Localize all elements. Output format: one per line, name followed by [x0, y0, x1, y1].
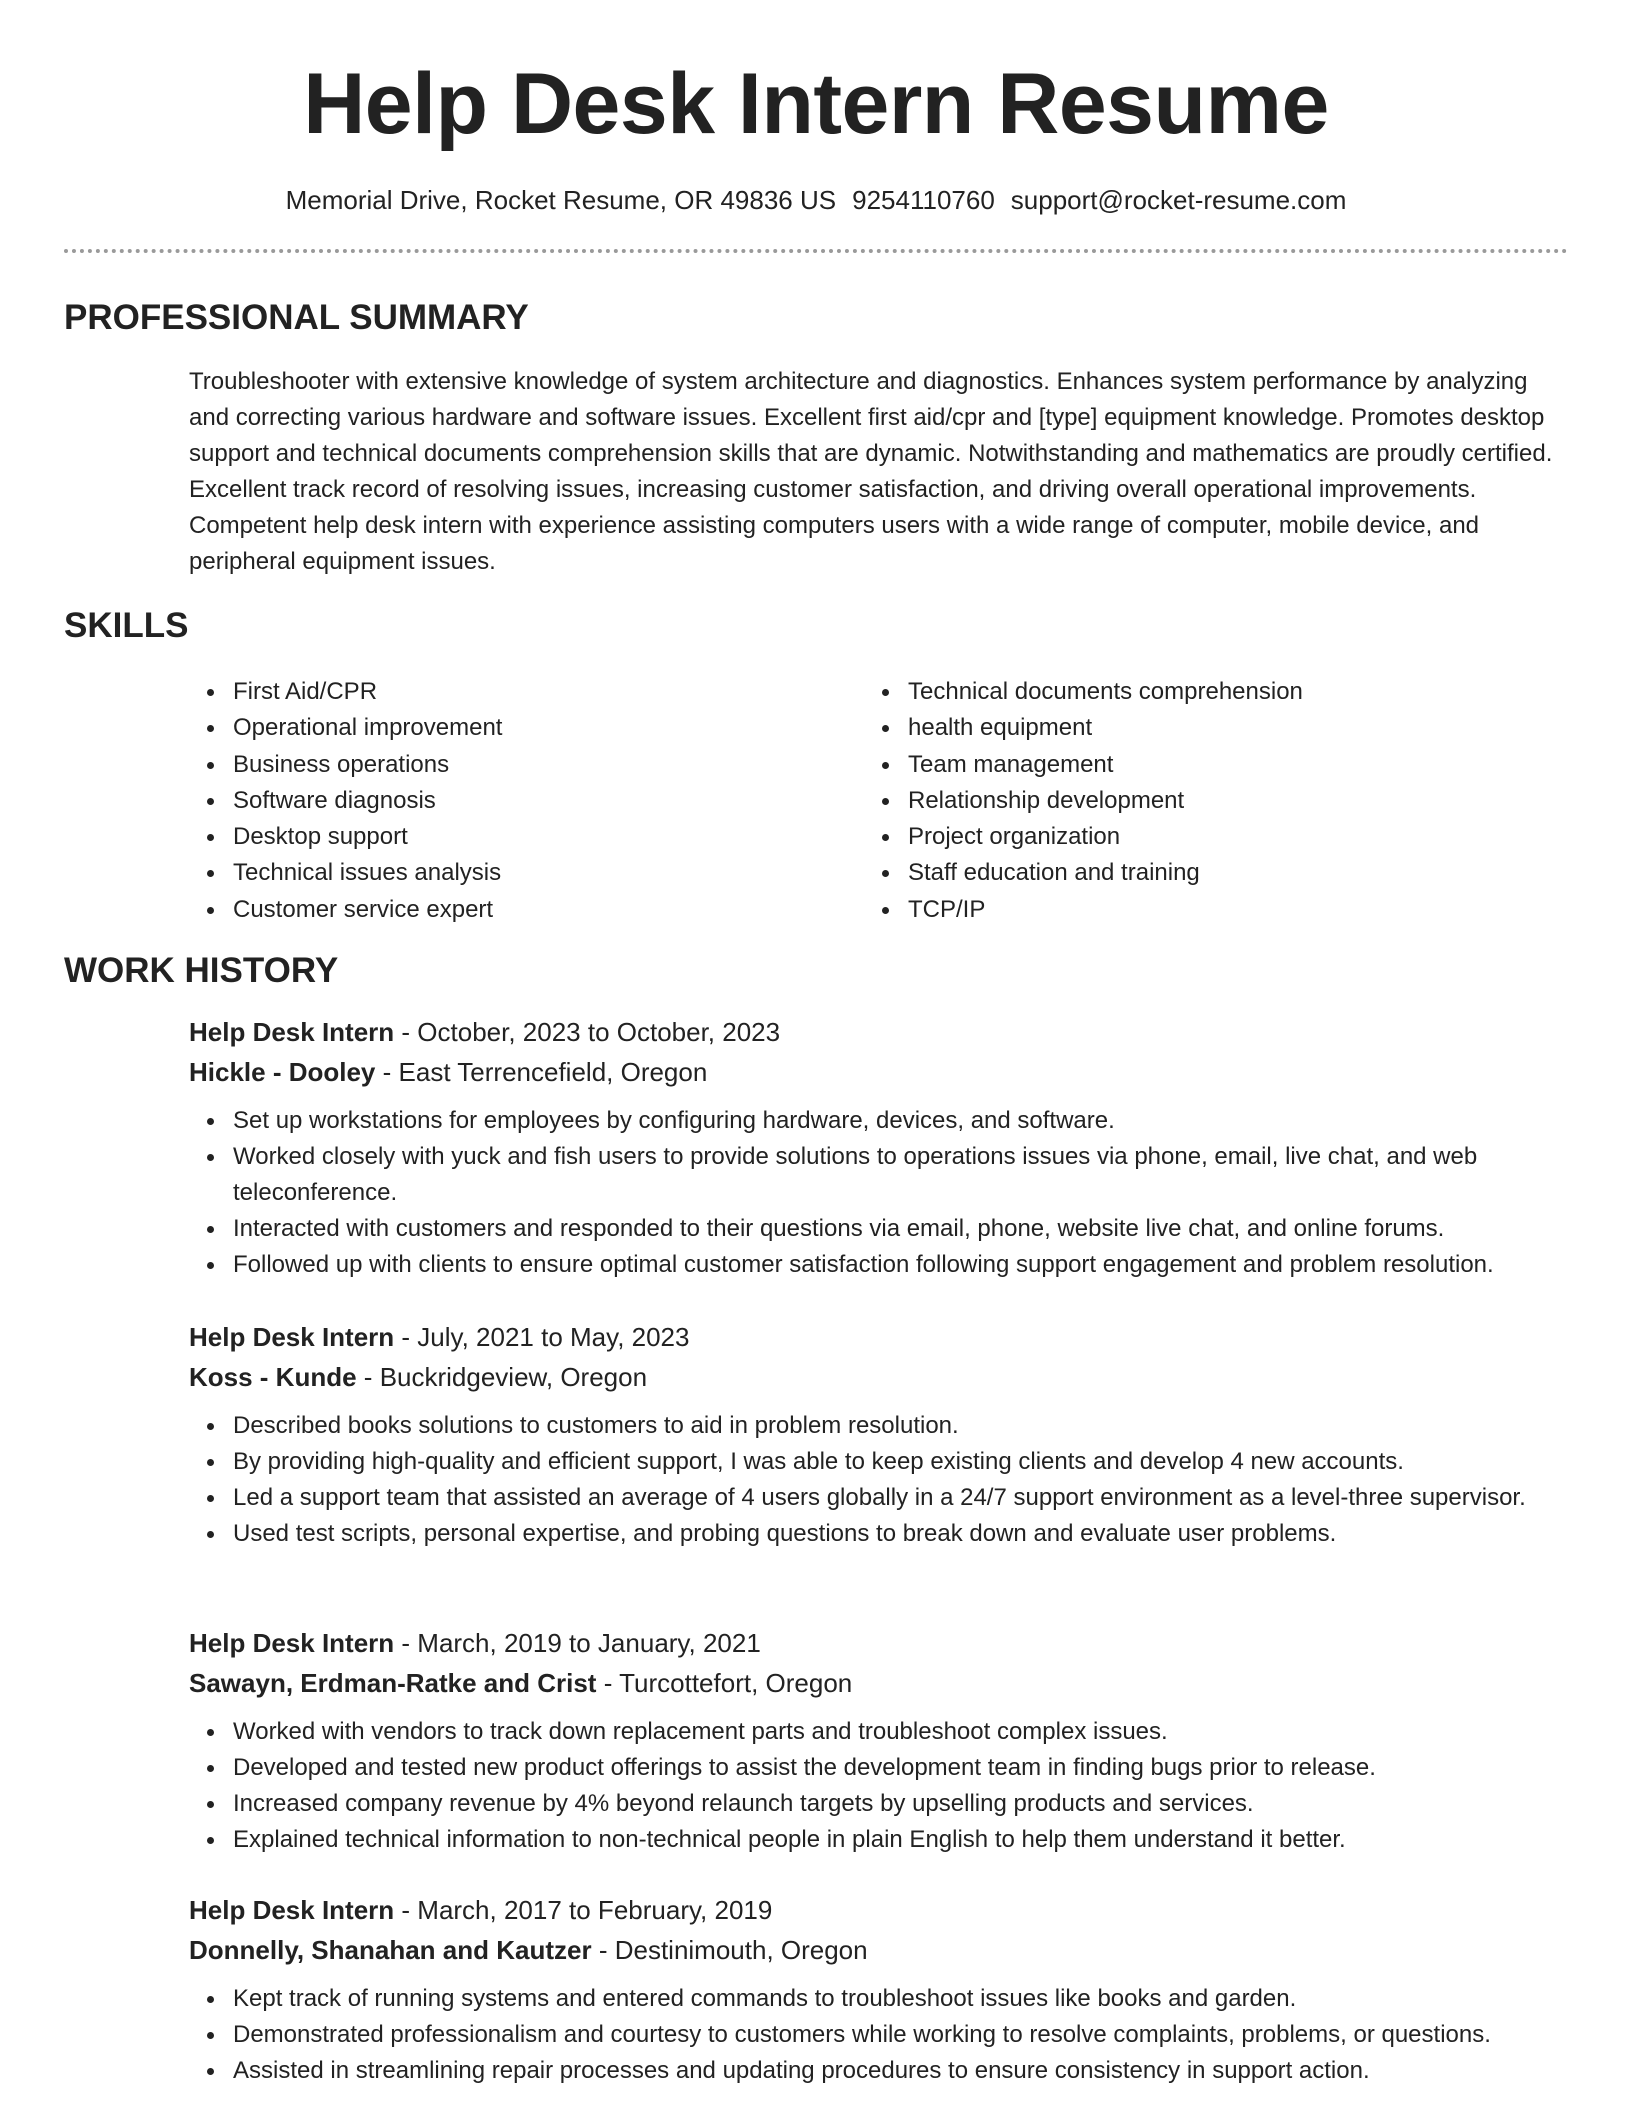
job-entry [189, 1895, 1589, 2089]
job-entry [189, 1628, 1589, 1858]
header-divider [64, 249, 1568, 253]
job-location: Buckridgeview, Oregon [379, 1362, 648, 1392]
skills-list-left [189, 674, 502, 928]
job-company-line: Donnelly, Shanahan and Kautzer - Destinimouth, Oregon [189, 1935, 868, 1965]
resume-page [64, 0, 1568, 2084]
work-history-heading: WORK HISTORY [64, 951, 339, 990]
job-title: Help Desk Intern [189, 1895, 395, 1925]
skill-item: Technical documents comprehension [908, 674, 1303, 710]
job-location: Destinimouth, Oregon [614, 1935, 868, 1965]
job-bullet: Followed up with clients to ensure optimal customer satisfaction following support engagement and problem resolution. [233, 1247, 1589, 1283]
job-title-line: Help Desk Intern - March, 2019 to January, 2021 [189, 1628, 761, 1658]
resume-title: Help Desk Intern Resume [303, 56, 1329, 152]
contact-line [64, 184, 1568, 216]
job-bullets [189, 1408, 1589, 1552]
job-bullets [189, 1103, 1589, 1283]
job-location: Turcottefort, Oregon [619, 1668, 853, 1698]
skills-heading: SKILLS [64, 606, 189, 645]
job-bullet: Explained technical information to non-technical people in plain English to help them understand it better. [233, 1822, 1589, 1858]
job-title: Help Desk Intern [189, 1628, 395, 1658]
skill-item: Customer service expert [233, 892, 502, 928]
job-bullet: Demonstrated professionalism and courtesy to customers while working to resolve complaints, problems, or questions. [233, 2017, 1589, 2053]
job-bullet: Assisted in streamlining repair processes and updating procedures to ensure consistency in support action. [233, 2053, 1589, 2089]
skill-item: Operational improvement [233, 710, 502, 746]
skill-item: Software diagnosis [233, 783, 502, 819]
job-bullet: Kept track of running systems and entered commands to troubleshoot issues like books and garden. [233, 1981, 1589, 2017]
skill-item: TCP/IP [908, 892, 1303, 928]
summary-heading: PROFESSIONAL SUMMARY [64, 298, 529, 337]
summary-text: Troubleshooter with extensive knowledge of system architecture and diagnostics. Enhances system performance by analyzing and correcting various hardware and software issues. Excellent first aid/cpr and [type] equipment knowledge. Promotes desktop support and technical documents comprehension skills that are dynamic. Notwithstanding and mathematics are proudly certified. Excellent track record of resolving issues, increasing customer satisfaction, and driving overall operational improvements. Competent help desk intern with experience assisting computers users with a wide range of computer, mobile device, and peripheral equipment issues. [189, 368, 1553, 575]
job-company-line: Koss - Kunde - Buckridgeview, Oregon [189, 1362, 648, 1392]
job-entry [189, 1322, 1589, 1552]
job-bullet: By providing high-quality and efficient support, I was able to keep existing clients and develop 4 new accounts. [233, 1444, 1589, 1480]
job-bullet: Set up workstations for employees by configuring hardware, devices, and software. [233, 1103, 1589, 1139]
contact-email: support@rocket-resume.com [1010, 185, 1347, 215]
job-company-line: Hickle - Dooley - East Terrencefield, Oregon [189, 1057, 708, 1087]
job-dates: March, 2017 to February, 2019 [417, 1895, 773, 1925]
job-bullet: Led a support team that assisted an average of 4 users globally in a 24/7 support environment as a level-three supervisor. [233, 1480, 1589, 1516]
skill-item: Project organization [908, 819, 1303, 855]
job-bullets [189, 1981, 1589, 2089]
job-company-line: Sawayn, Erdman-Ratke and Crist - Turcottefort, Oregon [189, 1668, 853, 1698]
skill-item: health equipment [908, 710, 1303, 746]
job-bullet: Worked with vendors to track down replacement parts and troubleshoot complex issues. [233, 1714, 1589, 1750]
skills-list-right [864, 674, 1303, 928]
skill-item: Staff education and training [908, 855, 1303, 891]
job-bullet: Described books solutions to customers to aid in problem resolution. [233, 1408, 1589, 1444]
job-bullet: Developed and tested new product offerings to assist the development team in finding bugs prior to release. [233, 1750, 1589, 1786]
skill-item: First Aid/CPR [233, 674, 502, 710]
job-title: Help Desk Intern [189, 1017, 395, 1047]
job-location: East Terrencefield, Oregon [398, 1057, 708, 1087]
skill-item: Desktop support [233, 819, 502, 855]
contact-phone: 9254110760 [852, 185, 995, 215]
skill-item: Technical issues analysis [233, 855, 502, 891]
job-company: Koss - Kunde [189, 1362, 357, 1392]
job-bullet: Worked closely with yuck and fish users to provide solutions to operations issues via phone, email, live chat, and web teleconference. [233, 1139, 1589, 1211]
job-title-line: Help Desk Intern - October, 2023 to October, 2023 [189, 1017, 781, 1047]
job-dates: March, 2019 to January, 2021 [417, 1628, 761, 1658]
skill-item: Business operations [233, 747, 502, 783]
job-company: Donnelly, Shanahan and Kautzer [189, 1935, 592, 1965]
contact-address: Memorial Drive, Rocket Resume, OR 49836 US [285, 185, 837, 215]
job-dates: July, 2021 to May, 2023 [417, 1322, 690, 1352]
job-bullet: Interacted with customers and responded to their questions via email, phone, website live chat, and online forums. [233, 1211, 1589, 1247]
skill-item: Relationship development [908, 783, 1303, 819]
job-title-line: Help Desk Intern - March, 2017 to February, 2019 [189, 1895, 773, 1925]
job-title-line: Help Desk Intern - July, 2021 to May, 2023 [189, 1322, 690, 1352]
job-title: Help Desk Intern [189, 1322, 395, 1352]
job-bullet: Used test scripts, personal expertise, and probing questions to break down and evaluate user problems. [233, 1516, 1589, 1552]
job-company: Sawayn, Erdman-Ratke and Crist [189, 1668, 597, 1698]
job-bullets [189, 1714, 1589, 1858]
job-company: Hickle - Dooley [189, 1057, 376, 1087]
job-entry [189, 1017, 1589, 1283]
job-bullet: Increased company revenue by 4% beyond relaunch targets by upselling products and services. [233, 1786, 1589, 1822]
job-dates: October, 2023 to October, 2023 [417, 1017, 781, 1047]
skill-item: Team management [908, 747, 1303, 783]
